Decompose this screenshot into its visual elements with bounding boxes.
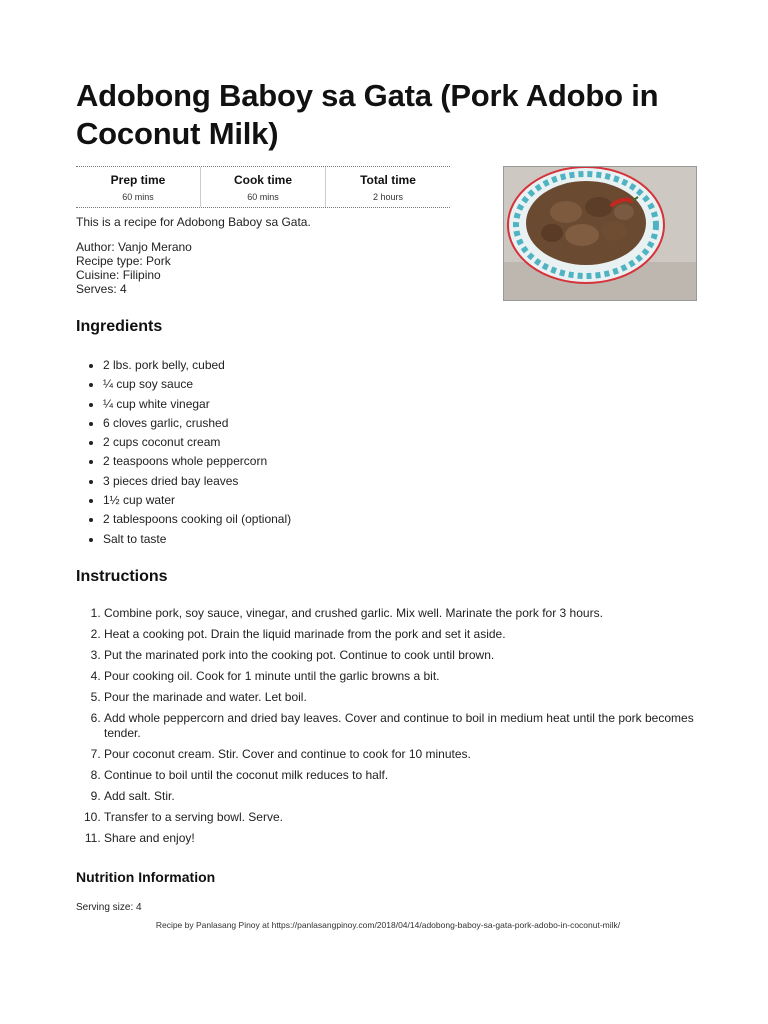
instruction-step: 1. Combine pork, soy sauce, vinegar, and crushed garlic. Mix well. Marinate the pork for 3 hours. — [104, 606, 694, 621]
recipe-type: Recipe type: Pork — [76, 254, 171, 268]
recipe-times — [76, 166, 450, 208]
ingredient-item: • 2 tablespoons cooking oil (optional) — [103, 510, 291, 529]
recipe-serves: Serves: 4 — [76, 282, 127, 296]
recipe-page — [76, 0, 700, 1024]
ingredient-item: • 2 teaspoons whole peppercorn — [103, 452, 291, 471]
instructions-heading: Instructions — [76, 568, 168, 585]
instruction-step: 10. Transfer to a serving bowl. Serve. — [104, 810, 694, 825]
instructions-list — [76, 606, 694, 852]
cook-time — [201, 167, 326, 207]
ingredient-item: • Salt to taste — [103, 530, 291, 549]
recipe-summary: This is a recipe for Adobong Baboy sa Gata. — [76, 215, 311, 229]
instruction-step: 7. Pour coconut cream. Stir. Cover and continue to cook for 10 minutes. — [104, 747, 694, 762]
prep-time-value: 60 mins — [122, 192, 154, 202]
instruction-step: 11. Share and enjoy! — [104, 831, 694, 846]
instruction-step: 6. Add whole peppercorn and dried bay leaves. Cover and continue to boil in medium heat until the pork becomes tender. — [104, 711, 694, 741]
recipe-photo — [503, 166, 697, 301]
recipe-title: Adobong Baboy sa Gata (Pork Adobo in Coconut Milk) — [76, 78, 659, 151]
total-time — [326, 167, 450, 207]
ingredient-item: • 2 lbs. pork belly, cubed — [103, 356, 291, 375]
instruction-step: 2. Heat a cooking pot. Drain the liquid marinade from the pork and set it aside. — [104, 627, 694, 642]
serving-size: Serving size: 4 — [76, 902, 142, 913]
ingredients-list — [76, 356, 291, 549]
recipe-cuisine: Cuisine: Filipino — [76, 268, 161, 282]
instruction-step: 5. Pour the marinade and water. Let boil. — [104, 690, 694, 705]
ingredient-item: • 3 pieces dried bay leaves — [103, 472, 291, 491]
instruction-step: 8. Continue to boil until the coconut milk reduces to half. — [104, 768, 694, 783]
cook-time-label: Cook time — [233, 173, 292, 187]
total-time-label: Total time — [360, 173, 416, 187]
cook-time-value: 60 mins — [247, 192, 279, 202]
instruction-step: 3. Put the marinated pork into the cooking pot. Continue to cook until brown. — [104, 648, 694, 663]
nutrition-heading: Nutrition Information — [76, 869, 216, 885]
ingredient-item: • ¼ cup white vinegar — [103, 395, 291, 414]
recipe-author: Author: Vanjo Merano — [76, 240, 192, 254]
prep-time-label: Prep time — [110, 173, 166, 187]
ingredient-item: • ¼ cup soy sauce — [103, 375, 291, 394]
recipe-meta — [76, 240, 192, 296]
instruction-step: 9. Add salt. Stir. — [104, 789, 694, 804]
recipe-source-footer: Recipe by Panlasang Pinoy at https://panlasangpinoy.com/2018/04/14/adobong-baboy-sa-gata-pork-adobo-in-coconut-milk/ — [155, 920, 621, 930]
pork-adobo-bowl-image — [504, 167, 697, 301]
ingredients-heading: Ingredients — [76, 318, 163, 335]
ingredient-item: • 2 cups coconut cream — [103, 433, 291, 452]
instruction-step: 4. Pour cooking oil. Cook for 1 minute until the garlic browns a bit. — [104, 669, 694, 684]
ingredient-item: • 1½ cup water — [103, 491, 291, 510]
prep-time — [76, 167, 201, 207]
total-time-value: 2 hours — [372, 192, 404, 202]
ingredient-item: • 6 cloves garlic, crushed — [103, 414, 291, 433]
